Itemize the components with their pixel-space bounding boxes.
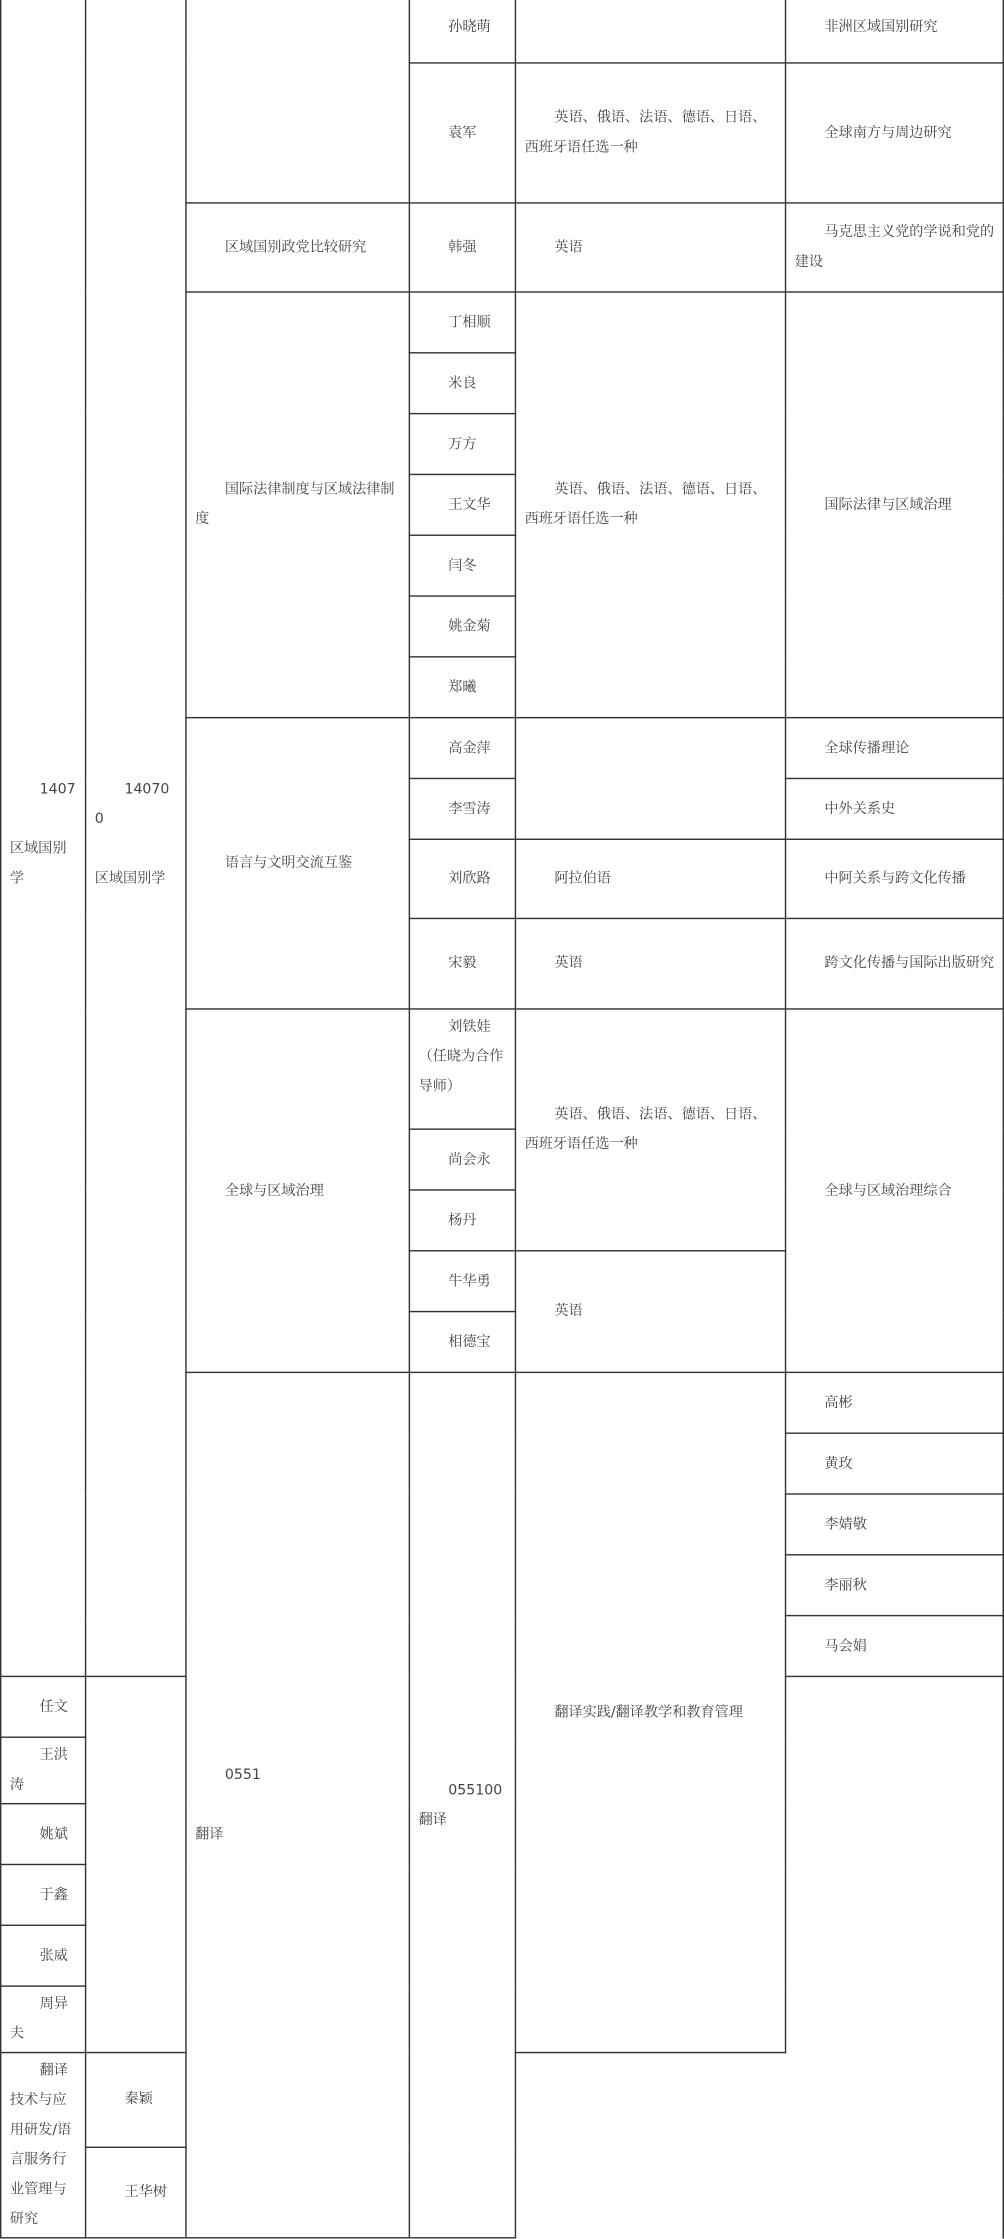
major-code: 0551 [224,1767,261,1784]
language-cell: 英语、俄语、法语、德语、日语、西班牙语任选一种 [515,63,785,203]
advisor-cell: 相德宝 [409,1312,515,1373]
advisor-cell: 王洪涛 [1,1737,86,1803]
language-cell [515,718,785,840]
advisor-cell: 韩强 [409,203,515,292]
language-cell: 英语 [515,918,785,1009]
advisor-cell: 杨丹 [409,1190,515,1251]
advisor-cell: 周异夫 [1,1986,86,2052]
field-cell: 翻译技术与应用研发/语言服务行业管理与研究 [1,2053,86,2238]
direction-cell: 国际法律与区域治理 [786,292,1004,718]
major-cell [1,0,86,1676]
sub-major-cell [86,0,186,1676]
advisor-cell: 王文华 [409,474,515,535]
advisor-cell: 张威 [1,1925,86,1986]
advisor-cell: 刘铁娃（任晓为合作导师） [409,1009,515,1129]
advisor-cell: 尚会永 [409,1129,515,1190]
table-row [1,0,1004,63]
direction-cell: 全球传播理论 [786,718,1004,779]
sub-major-name: 区域国别学 [94,870,166,886]
advisor-cell: 马会娟 [786,1616,1004,1677]
sub-major-code: 140700 [94,781,170,827]
field-cell [186,0,409,203]
language-cell [515,0,785,63]
advisor-cell: 任文 [1,1676,86,1737]
advisor-cell: 闫冬 [409,535,515,596]
language-cell: 阿拉伯语 [515,839,785,918]
direction-cell: 马克思主义党的学说和党的建设 [786,203,1004,292]
language-cell: 英语、俄语、法语、德语、日语、西班牙语任选一种 [515,292,785,718]
direction-cell: 中外关系史 [786,778,1004,839]
major-name: 翻译 [195,1827,224,1843]
direction-cell: 中阿关系与跨文化传播 [786,839,1004,918]
major-code: 1407 [39,781,76,797]
sub-major-code: 055100 [448,1782,503,1799]
direction-cell: 全球南方与周边研究 [786,63,1004,203]
major-name: 区域国别学 [9,840,67,886]
advisor-cell: 于鑫 [1,1864,86,1925]
advisor-cell: 姚斌 [1,1804,86,1865]
advisor-cell: 丁相顺 [409,292,515,353]
advisor-cell: 王华树 [86,2147,186,2238]
advisor-cell: 米良 [409,353,515,414]
advisor-cell: 李丽秋 [786,1555,1004,1616]
advisor-cell: 高金萍 [409,718,515,779]
advisor-cell: 孙晓萌 [409,0,515,63]
language-cell: 英语 [515,1251,785,1373]
field-cell: 全球与区域治理 [186,1009,409,1372]
advisor-cell: 黄玫 [786,1433,1004,1494]
advisor-cell: 牛华勇 [409,1251,515,1312]
advisor-cell: 万方 [409,414,515,475]
advisor-cell: 袁军 [409,63,515,203]
language-cell: 英语、俄语、法语、德语、日语、西班牙语任选一种 [515,1009,785,1251]
advisor-cell: 姚金菊 [409,596,515,657]
field-cell: 翻译实践/翻译教学和教育管理 [515,1372,785,2052]
advisor-cell: 宋毅 [409,918,515,1009]
language-cell: 英语 [515,203,785,292]
sub-major-name: 翻译 [418,1812,447,1828]
field-cell: 区域国别政党比较研究 [186,203,409,292]
advisor-cell: 秦颖 [86,2053,186,2147]
direction-cell: 跨文化传播与国际出版研究 [786,918,1004,1009]
field-cell: 国际法律制度与区域法律制度 [186,292,409,718]
field-cell: 语言与文明交流互鉴 [186,718,409,1009]
direction-cell: 非洲区域国别研究 [786,0,1004,63]
sub-major-cell [409,1372,515,2237]
advisor-cell: 李雪涛 [409,778,515,839]
advisor-cell: 高彬 [786,1372,1004,1433]
direction-cell: 全球与区域治理综合 [786,1009,1004,1372]
advisor-cell: 郑曦 [409,657,515,718]
advisor-cell: 李婧敬 [786,1494,1004,1555]
advisor-cell: 刘欣路 [409,839,515,918]
major-cell [186,1372,409,2237]
